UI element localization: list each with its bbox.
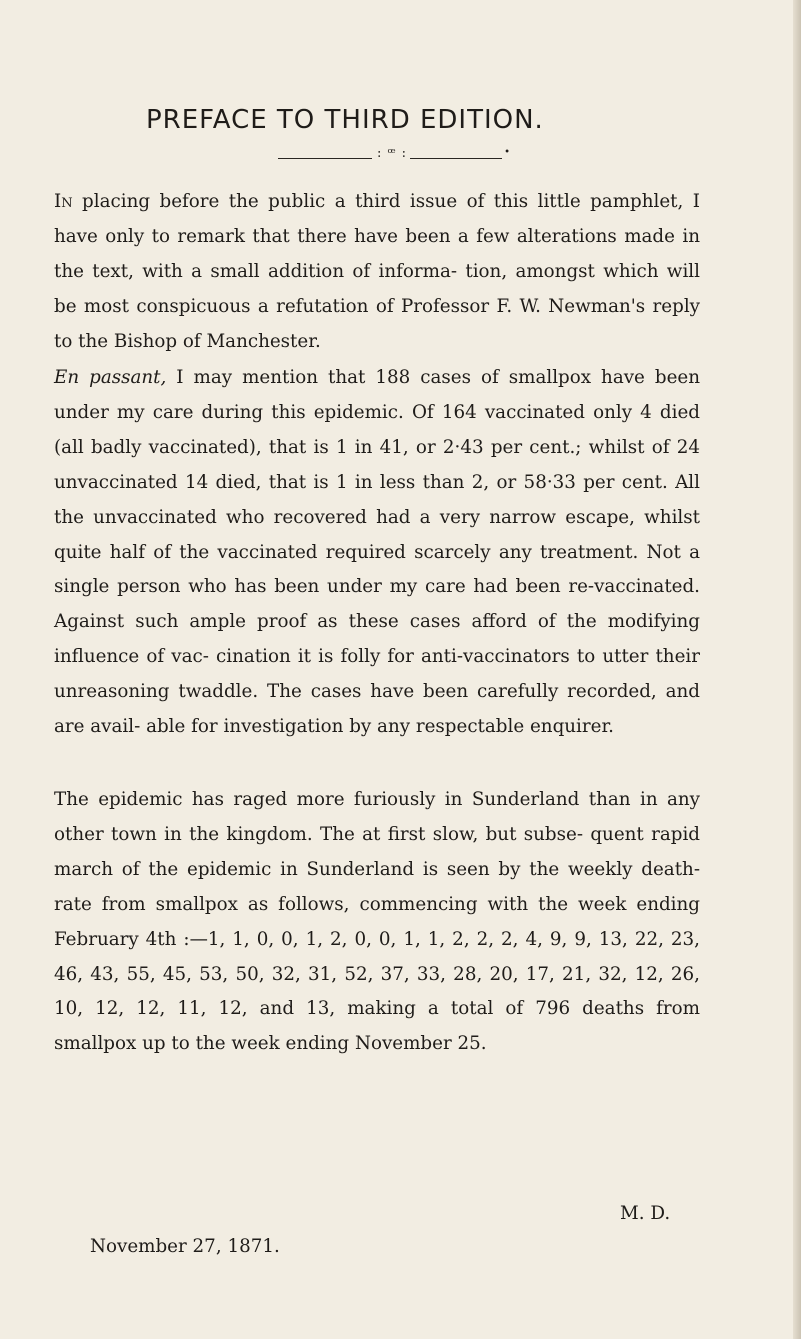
- title-ornament: [278, 144, 510, 172]
- page-title: PREFACE TO THIRD EDITION.: [146, 105, 544, 135]
- paragraph-2-text: I may mention that 188 cases of smallpox have been under my care during this epidemic. Of 164 vaccinated only 4 died (all badly vaccinated), that is 1 in 41, or 2·43 per cent.; whilst of 24 unvaccinated 14 died, that is 1 in less than 2, or 58·33 per cent. All the unvaccinated who recovered had a very narrow escape, whilst quite half of the vaccinated required scarcely any treatment. Not a single person who has been under my care had been re-vaccinated. Against such ample proof as these cases afford of the modifying influence of vac- cination it is folly for anti-vaccinators to utter their unreasoning twaddle. The cases have been carefully recorded, and are avail- able for investigation by any respectable enquirer.: [54, 367, 700, 738]
- signature: M. D.: [620, 1203, 671, 1224]
- paragraph-1: [54, 185, 700, 360]
- dateline: November 27, 1871.: [90, 1236, 280, 1257]
- ornament-rule-left: [278, 158, 372, 159]
- paragraph-3: The epidemic has raged more furiously in Sunderland than in any other town in the kingdom. The at first slow, but subse- quent rapid march of the epidemic in Sunderland is seen by the weekly death-rate from smallpox as follows, commencing with the week ending February 4th :—1, 1, 0, 0, 1, 2, 0, 0, 1, 1, 2, 2, 2, 4, 9, 9, 13, 22, 23, 46, 43, 55, 45, 53, 50, 32, 31, 52, 37, 33, 28, 20, 17, 21, 32, 12, 26, 10, 12, 12, 11, 12, and 13, making a total of 796 deaths from smallpox up to the week ending November 25.: [54, 789, 700, 1055]
- ornament-mark: : ꟹ :: [376, 146, 408, 161]
- ornament-dot: •: [504, 147, 510, 158]
- ornament-rule-right: [410, 158, 502, 159]
- paragraph-2-lead: En passant,: [54, 367, 167, 388]
- paragraph-1-lead: In: [54, 191, 73, 212]
- page-edge: [793, 0, 801, 1339]
- paragraph-2: [54, 361, 700, 745]
- paragraph-1-text: placing before the public a third issue of this little pamphlet, I have only to remark that there have been a few alterations made in the text, with a small addition of informa‐ tion, amongst which will be most conspicuous a refutation of Professor F. W. Newman's reply to the Bishop of Manchester.: [54, 191, 700, 352]
